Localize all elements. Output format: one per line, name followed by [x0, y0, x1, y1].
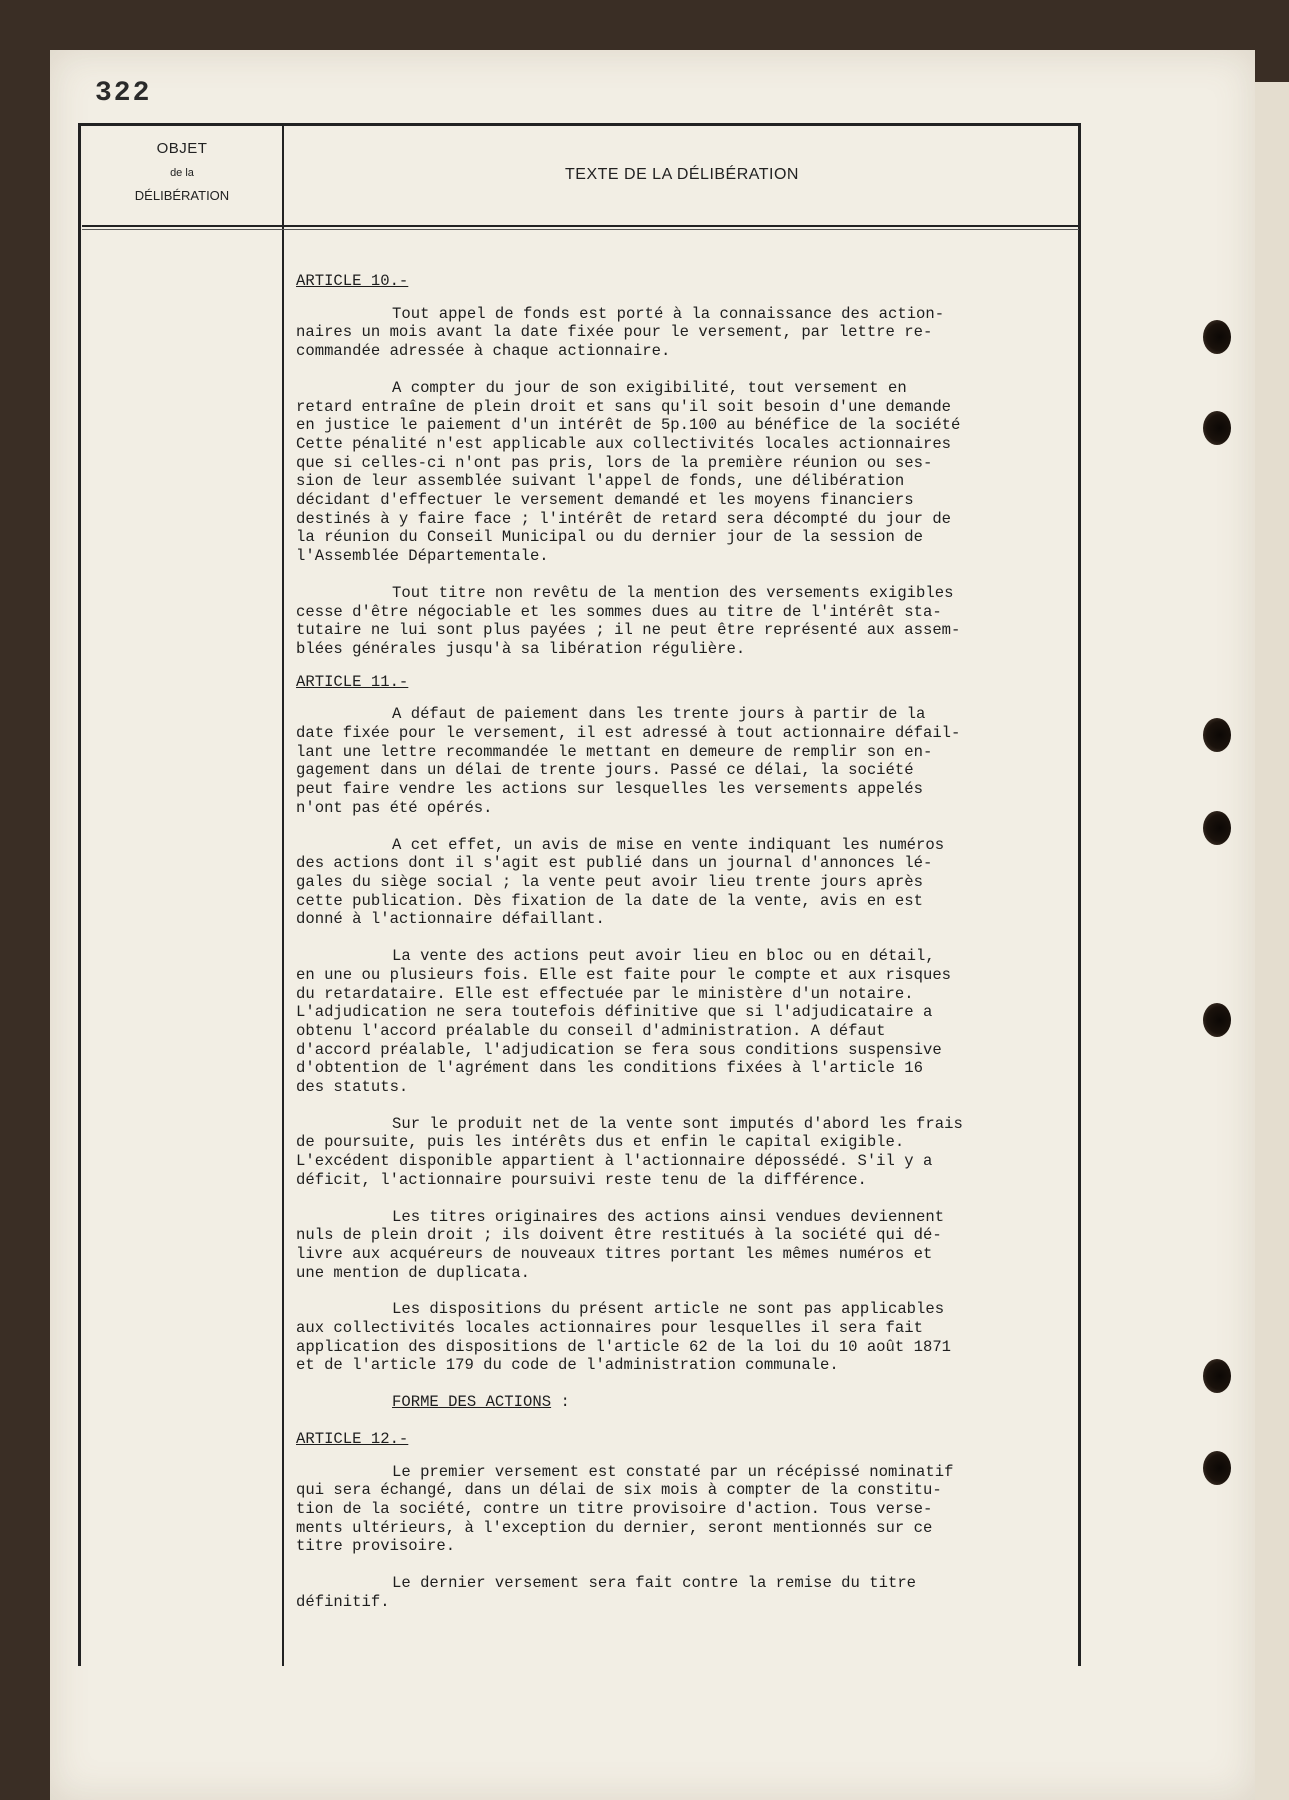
paragraph	[296, 836, 1096, 930]
text-line: L'adjudication ne sera toutefois définitive que si l'adjudicataire a	[296, 1003, 933, 1022]
text-line: déficit, l'actionnaire poursuivi reste tenu de la différence.	[296, 1170, 867, 1189]
text-line: que si celles-ci n'ont pas pris, lors de la première réunion ou ses-	[296, 453, 933, 472]
column-header-texte: TEXTE DE LA DÉLIBÉRATION	[565, 166, 799, 183]
header-objet: OBJET	[156, 140, 208, 157]
article-11-heading: ARTICLE 11.-	[296, 672, 409, 691]
text-line: nuls de plein droit ; ils doivent être restitués à la société qui dé-	[296, 1226, 942, 1245]
text-line: une mention de duplicata.	[296, 1263, 530, 1282]
text-line: la réunion du Conseil Municipal ou du dernier jour de la session de	[296, 528, 923, 547]
next-page-edge	[1255, 82, 1289, 1800]
text-line: en une ou plusieurs fois. Elle est faite pour le compte et aux risques	[296, 965, 952, 984]
text-line: L'excédent disponible appartient à l'actionnaire dépossédé. S'il y a	[296, 1152, 933, 1171]
header-divider-thin	[82, 229, 1079, 230]
text-line: Tout titre non revêtu de la mention des versements exigibles	[392, 583, 954, 602]
text-line: gales du siège social ; la vente peut avoir lieu trente jours après	[296, 872, 923, 891]
text-line: gagement dans un délai de trente jours. Passé ce délai, la société	[296, 761, 914, 780]
text-line: d'obtention de l'agrément dans les conditions fixées à l'article 16	[296, 1059, 923, 1078]
forme-suffix: :	[551, 1393, 570, 1412]
text-line: cette publication. Dès fixation de la date de la vente, avis en est	[296, 891, 923, 910]
section-heading-forme	[392, 1393, 1096, 1412]
text-line: lant une lettre recommandée le mettant en demeure de remplir son en-	[296, 742, 933, 761]
text-line: date fixée pour le versement, il est adressé à tout actionnaire défail-	[296, 724, 961, 743]
page-number: 322	[95, 78, 152, 109]
text-line: de poursuite, puis les intérêts dus et enfin le capital exigible.	[296, 1133, 905, 1152]
text-line: donné à l'actionnaire défaillant.	[296, 910, 605, 929]
text-line: A cet effet, un avis de mise en vente indiquant les numéros	[392, 835, 945, 854]
text-line: qui sera échangé, dans un délai de six mois à compter de la constitu-	[296, 1481, 942, 1500]
article-10-heading: ARTICLE 10.-	[296, 272, 409, 290]
text-line: Sur le produit net de la vente sont imputés d'abord les frais	[392, 1114, 963, 1133]
text-line: A compter du jour de son exigibilité, tout versement en	[392, 378, 907, 397]
binder-hole	[1203, 320, 1231, 354]
text-line: retard entraîne de plein droit et sans qu'il soit besoin d'une demande	[296, 397, 952, 416]
column-header-objet	[84, 140, 280, 203]
text-line: Tout appel de fonds est porté à la connaissance des action-	[392, 304, 945, 323]
table-border-top	[78, 123, 1080, 126]
text-line: blées générales jusqu'à sa libération régulière.	[296, 639, 746, 658]
text-line: des statuts.	[296, 1078, 409, 1097]
text-line: et de l'article 179 du code de l'administration communale.	[296, 1356, 839, 1375]
text-line: tion de la société, contre un titre provisoire d'action. Tous verse-	[296, 1499, 933, 1518]
text-line: A défaut de paiement dans les trente jours à partir de la	[392, 705, 926, 724]
header-deliberation: DÉLIBÉRATION	[134, 188, 230, 203]
text-line: La vente des actions peut avoir lieu en bloc ou en détail,	[392, 947, 935, 966]
paragraph	[296, 1115, 1096, 1190]
text-line: sion de leur assemblée suivant l'appel de fonds, une délibération	[296, 472, 905, 491]
text-line: naires un mois avant la date fixée pour le versement, par lettre re-	[296, 323, 933, 342]
text-line: livre aux acquéreurs de nouveaux titres portant les mêmes numéros et	[296, 1244, 933, 1263]
paragraph	[296, 705, 1096, 817]
table-border-left	[78, 123, 81, 1666]
text-line: n'ont pas été opérés.	[296, 798, 493, 817]
text-line: décidant d'effectuer le versement demandé et les moyens financiers	[296, 491, 914, 510]
deliberation-text	[296, 272, 1096, 1611]
binder-hole	[1203, 1451, 1231, 1485]
text-line: l'Assemblée Départementale.	[296, 547, 549, 566]
text-line: aux collectivités locales actionnaires pour lesquelles il sera fait	[296, 1319, 923, 1338]
text-line: cesse d'être négociable et les sommes dues au titre de l'intérêt sta-	[296, 602, 942, 621]
binder-hole	[1203, 1359, 1231, 1393]
article-12-heading: ARTICLE 12.-	[296, 1429, 409, 1448]
paragraph	[296, 584, 1096, 659]
text-line: Les titres originaires des actions ainsi vendues deviennent	[392, 1207, 945, 1226]
binder-hole	[1203, 811, 1231, 845]
paragraph	[296, 1463, 1096, 1557]
binder-hole	[1203, 411, 1231, 445]
text-line: commandée adressée à chaque actionnaire.	[296, 342, 671, 361]
paragraph	[296, 379, 1096, 566]
text-line: peut faire vendre les actions sur lesquelles les versements appelés	[296, 780, 923, 799]
text-line: Le premier versement est constaté par un récépissé nominatif	[392, 1462, 954, 1481]
paragraph	[296, 305, 1096, 361]
text-line: ments ultérieurs, à l'exception du dernier, seront mentionnés sur ce	[296, 1518, 933, 1537]
text-line: obtenu l'accord préalable du conseil d'administration. A défaut	[296, 1021, 886, 1040]
text-line: Cette pénalité n'est applicable aux collectivités locales actionnaires	[296, 434, 952, 453]
paragraph	[296, 1300, 1096, 1375]
header-de-la: de la	[170, 167, 194, 179]
binder-hole	[1203, 1003, 1231, 1037]
binder-hole	[1203, 718, 1231, 752]
text-line: titre provisoire.	[296, 1537, 456, 1556]
text-line: d'accord préalable, l'adjudication se fera sous conditions suspensive	[296, 1040, 942, 1059]
text-line: en justice le paiement d'un intérêt de 5p.100 au bénéfice de la société	[296, 416, 961, 435]
text-line: Le dernier versement sera fait contre la remise du titre	[392, 1574, 917, 1593]
forme-des-actions-heading: FORME DES ACTIONS	[392, 1393, 552, 1412]
paragraph	[296, 947, 1096, 1097]
text-line: destinés à y faire face ; l'intérêt de retard sera décompté du jour de	[296, 509, 952, 528]
text-line: application des dispositions de l'article 62 de la loi du 10 août 1871	[296, 1337, 952, 1356]
text-line: tutaire ne lui sont plus payées ; il ne peut être représenté aux assem-	[296, 621, 961, 640]
text-line: des actions dont il s'agit est publié dans un journal d'annonces lé-	[296, 854, 933, 873]
text-line: Les dispositions du présent article ne sont pas applicables	[392, 1300, 945, 1319]
text-line: définitif.	[296, 1592, 390, 1611]
column-divider	[282, 123, 284, 1666]
paragraph	[296, 1574, 1096, 1611]
paragraph	[296, 1208, 1096, 1283]
text-line: du retardataire. Elle est effectuée par le ministère d'un notaire.	[296, 984, 914, 1003]
header-divider	[82, 225, 1079, 227]
